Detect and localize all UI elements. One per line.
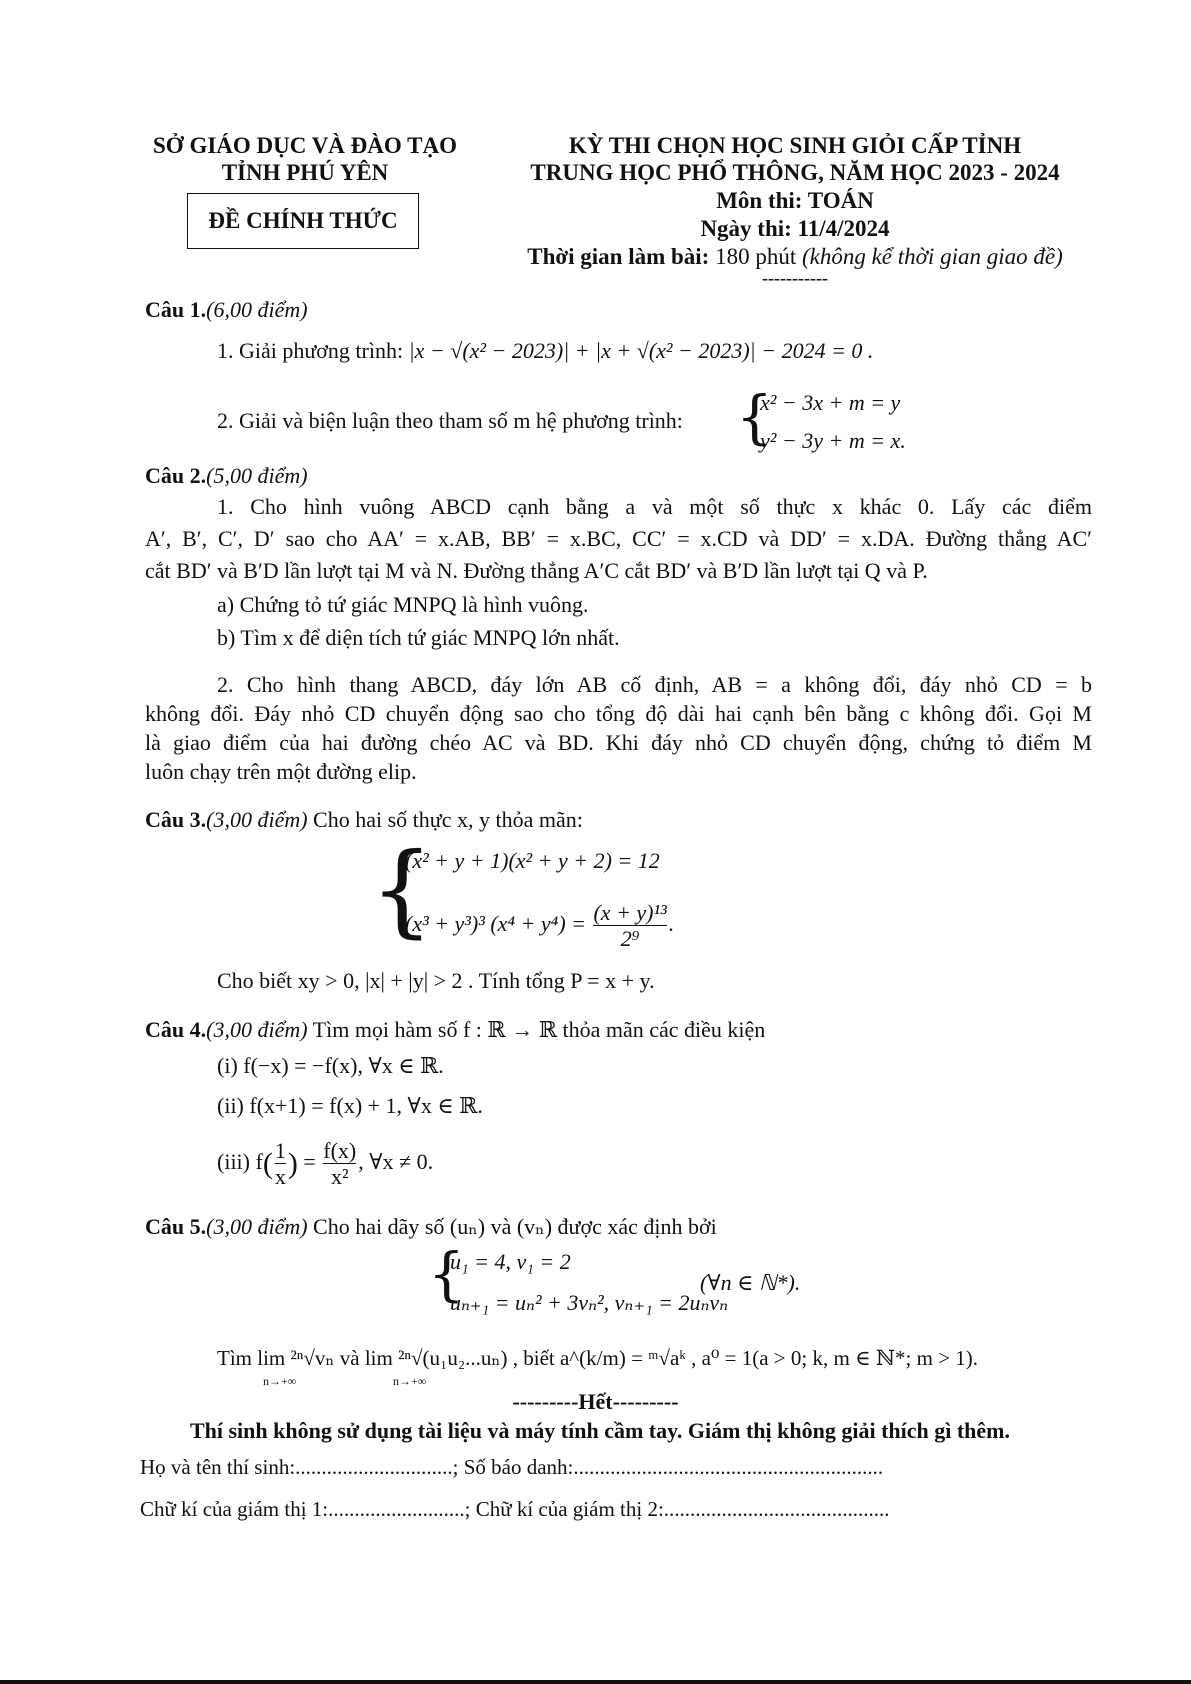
q2-part2-line4: luôn chạy trên một đường elip. xyxy=(145,759,417,784)
q2-part2-line2: không đổi. Đáy nhỏ CD chuyển động sao cho tổng độ dài hai cạnh bên bằng c không đổi. Gọi M xyxy=(145,701,1092,726)
q4-c3-suffix: , ∀x ≠ 0. xyxy=(358,1148,434,1174)
q5-lim-sub-2: n→+∞ xyxy=(393,1374,427,1388)
q3-eq2-fraction xyxy=(593,900,666,952)
q1-part1 xyxy=(217,338,873,364)
q2-heading xyxy=(145,463,308,489)
end-marker: ---------Hết--------- xyxy=(512,1389,679,1414)
q3-eq2-denominator: 2⁹ xyxy=(593,925,666,951)
q4-c3-prefix: (iii) f xyxy=(217,1148,263,1174)
q5-points: (3,00 điểm) xyxy=(206,1214,308,1239)
q3-eq2-numerator: (x + y)¹³ xyxy=(593,900,667,925)
q1-heading xyxy=(145,297,308,323)
exam-subject: Môn thi: TOÁN xyxy=(716,188,874,213)
q2-part1-a: a) Chứng tỏ tứ giác MNPQ là hình vuông. xyxy=(217,592,589,617)
q3-points: (3,00 điểm) xyxy=(206,807,308,832)
q5-condition: (∀n ∈ ℕ*). xyxy=(700,1270,801,1295)
q2-points: (5,00 điểm) xyxy=(206,463,308,488)
q1-system-eq2: y² − 3y + m = x. xyxy=(760,428,906,453)
duration-label: Thời gian làm bài: xyxy=(527,244,710,269)
q4-c3-rhs-num: f(x) xyxy=(323,1138,357,1163)
q5-system-brace: { xyxy=(428,1240,465,1308)
q3-text: Cho hai số thực x, y thỏa mãn: xyxy=(307,807,583,832)
q1-part2-text: 2. Giải và biện luận theo tham số m hệ phương trình: xyxy=(217,408,683,433)
candidate-info-line: Họ và tên thí sinh:..............................; Số báo danh:........................................................... xyxy=(140,1455,884,1479)
q1-system-brace: { xyxy=(736,383,773,451)
q1-part1-equation: |x − √(x² − 2023)| + |x + √(x² − 2023)| − 2024 = 0 . xyxy=(408,338,874,363)
q2-part1-line1: 1. Cho hình vuông ABCD cạnh bằng a và một số thực x khác 0. Lấy các điểm xyxy=(217,494,1092,519)
exam-duration xyxy=(505,244,1085,270)
q3-heading xyxy=(145,807,583,833)
proctor-signature-line: Chữ kí của giám thị 1:..........................; Chữ kí của giám thị 2:........................................... xyxy=(140,1497,890,1521)
exam-date: Ngày thi: 11/4/2024 xyxy=(700,216,890,241)
page-bottom-border xyxy=(0,1680,1191,1684)
q4-condition-3: (iii) f( $\frac{1}{x}$ ) = $\frac{f(x)}{\text{x²}}$ , ∀x ≠ 0. xyxy=(217,1138,434,1190)
q5-lim-sub-1: n→+∞ xyxy=(263,1374,297,1388)
q5-eq1: u₁ = 4, v₁ = 2 xyxy=(450,1249,571,1274)
q4-condition-1: (i) f(−x) = −f(x), ∀x ∈ ℝ. xyxy=(217,1053,444,1078)
q4-c3-rhs xyxy=(323,1138,356,1190)
q3-eq1: (x² + y + 1)(x² + y + 2) = 12 xyxy=(405,848,660,873)
q2-title: Câu 2. xyxy=(145,463,207,488)
q1-points: (6,00 điểm) xyxy=(206,297,308,322)
q2-part2-line1: 2. Cho hình thang ABCD, đáy lớn AB cố định, AB = a không đổi, đáy nhỏ CD = b xyxy=(217,672,1092,697)
q2-part1-line2: A′, B′, C′, D′ sao cho AA′ = x.AB, BB′ = x.BC, CC′ = x.CD và DD′ = x.DA. Đường thẳng AC′ xyxy=(145,526,1092,551)
q2-part1-b: b) Tìm x để diện tích tứ giác MNPQ lớn nhất. xyxy=(217,625,620,650)
duration-value: 180 phút xyxy=(709,244,802,269)
q1-part1-text: 1. Giải phương trình: xyxy=(217,338,409,363)
q5-find: Tìm lim ²ⁿ√vₙ và lim ²ⁿ√(u₁u₂...uₙ) , biết a^(k/m) = ᵐ√aᵏ , a⁰ = 1(a > 0; k, m ∈ ℕ*; m > 1). xyxy=(217,1346,979,1370)
q3-system-brace: { xyxy=(370,831,434,948)
official-exam-label: ĐỀ CHÍNH THỨC xyxy=(208,208,398,233)
q4-c3-rhs-den: x² xyxy=(323,1163,356,1189)
q4-condition-2: (ii) f(x+1) = f(x) + 1, ∀x ∈ ℝ. xyxy=(217,1093,483,1118)
q4-text: Tìm mọi hàm số f : ℝ → ℝ thỏa mãn các điều kiện xyxy=(307,1017,766,1042)
q1-title: Câu 1. xyxy=(145,297,207,322)
exam-subtitle: TRUNG HỌC PHỔ THÔNG, NĂM HỌC 2023 - 2024 xyxy=(530,160,1060,185)
q4-points: (3,00 điểm) xyxy=(206,1017,308,1042)
q3-eq2: (x³ + y³)³ (x⁴ + y⁴) = $\frac{\text{(x + y)¹³}}{\text{2⁹}}$ . xyxy=(405,900,675,952)
department-name: SỞ GIÁO DỤC VÀ ĐÀO TẠO xyxy=(153,133,457,158)
q5-heading xyxy=(145,1214,717,1240)
q4-c3-arg-num: 1 xyxy=(274,1138,286,1163)
q3-given: Cho biết xy > 0, |x| + |y| > 2 . Tính tổng P = x + y. xyxy=(217,968,655,993)
exam-title: KỲ THI CHỌN HỌC SINH GIỎI CẤP TỈNH xyxy=(568,133,1022,158)
q2-part2-line3: là giao điểm của hai đường chéo AC và BD. Khi đáy nhỏ CD chuyển động, chứng tỏ điểm M xyxy=(145,730,1092,755)
q4-c3-arg xyxy=(275,1138,286,1190)
q1-system-eq1: x² − 3x + m = y xyxy=(760,390,901,415)
header-divider: ----------- xyxy=(762,268,828,288)
province-name: TỈNH PHÚ YÊN xyxy=(221,160,389,185)
q5-eq2: uₙ₊₁ = uₙ² + 3vₙ², vₙ₊₁ = 2uₙvₙ xyxy=(450,1290,729,1315)
official-exam-box xyxy=(187,193,419,249)
q4-c3-arg-den: x xyxy=(274,1164,286,1190)
q5-text: Cho hai dãy số (uₙ) và (vₙ) được xác định bởi xyxy=(307,1214,717,1239)
q3-eq2-left: (x³ + y³)³ (x⁴ + y⁴) = xyxy=(405,910,586,936)
footer-note: Thí sinh không sử dụng tài liệu và máy tính cầm tay. Giám thị không giải thích gì thêm. xyxy=(189,1418,1011,1443)
duration-note: (không kể thời gian giao đề) xyxy=(801,244,1063,269)
q3-title: Câu 3. xyxy=(145,807,207,832)
q5-title: Câu 5. xyxy=(145,1214,207,1239)
q4-heading xyxy=(145,1017,765,1043)
q2-part1-line3: cắt BD′ và B′D lần lượt tại M và N. Đường thẳng A′C cắt BD′ và B′D lần lượt tại Q và P. xyxy=(145,558,928,583)
q4-title: Câu 4. xyxy=(145,1017,207,1042)
